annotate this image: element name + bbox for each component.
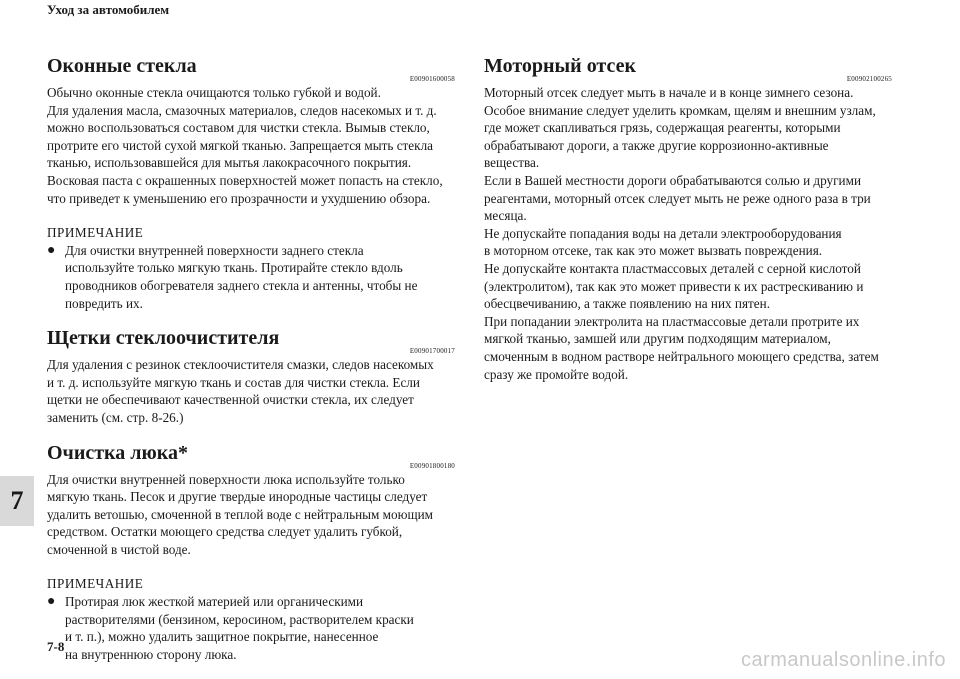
body-line: и т. д. используйте мягкую ткань и состав для чистки стекла. Если xyxy=(47,374,420,390)
body-line: щетки не обеспечивают качественной очистки стекла, их следует xyxy=(47,392,414,408)
section-code: E00901600058 xyxy=(409,75,455,83)
body-line: При попадании электролита на пластмассовые детали протрите их xyxy=(484,313,860,329)
body-line: Не допускайте попадания воды на детали электрооборудования xyxy=(484,225,842,241)
section-body xyxy=(47,471,455,559)
note-label: ПРИМЕЧАНИЕ xyxy=(47,576,144,592)
section-title: Очистка люка* xyxy=(47,441,189,464)
section-windows xyxy=(47,54,455,312)
body-line: где может скапливаться грязь, содержащая реагенты, которыми xyxy=(484,120,841,136)
body-line: смоченным в водном растворе нейтрального моющего средства, затем xyxy=(484,348,879,364)
page-number: 7-8 xyxy=(47,639,65,654)
section-title: Щетки стеклоочистителя xyxy=(47,327,280,350)
note-line: на внутреннюю сторону люка. xyxy=(65,646,237,662)
body-line: Не допускайте контакта пластмассовых деталей с серной кислотой xyxy=(484,260,861,276)
bullet-icon: ● xyxy=(47,594,56,610)
body-line: обрабатывают дороги, а также другие коррозионно-активные xyxy=(484,137,829,153)
body-line: смоченной в чистой воде. xyxy=(47,541,191,557)
body-line: Обычно оконные стекла очищаются только губкой и водой. xyxy=(47,85,381,100)
section-sunroof xyxy=(47,441,455,664)
note-line: проводников обогревателя заднего стекла и антенны, чтобы не xyxy=(65,277,418,293)
body-line: мягкой тканью, замшей или другим подходящим материалом, xyxy=(484,331,831,347)
body-line: вещества. xyxy=(484,155,540,171)
section-title: Оконные стекла xyxy=(47,55,197,77)
note-line: растворителями (бензином, керосином, растворителем краски xyxy=(65,611,414,627)
chapter-tab: 7 xyxy=(0,476,34,526)
body-line: месяца. xyxy=(484,208,527,224)
running-header: Уход за автомобилем xyxy=(47,2,170,17)
body-line: Для очистки внутренней поверхности люка используйте только xyxy=(47,471,405,487)
section-code: E00901700017 xyxy=(409,347,455,356)
note-line: используйте только мягкую ткань. Протирайте стекло вдоль xyxy=(65,260,403,276)
note-line: Протирая люк жесткой материей или органическими xyxy=(65,594,364,610)
body-line: обесцвечиванию, а также появлению на них пятен. xyxy=(484,296,770,312)
body-line: мягкую ткань. Песок и другие твердые инородные частицы следует xyxy=(47,489,428,505)
body-line: реагентами, моторный отсек следует мыть не реже одного раза в три xyxy=(484,190,871,206)
body-line: сразу же промойте водой. xyxy=(484,366,629,382)
body-line: Для удаления масла, смазочных материалов, следов насекомых и т. д. xyxy=(47,102,437,118)
body-line: в моторном отсеке, так как это может вызвать повреждения. xyxy=(484,243,823,259)
note-label: ПРИМЕЧАНИЕ xyxy=(47,225,144,241)
body-line: средством. Остатки моющего средства следует удалить губкой, xyxy=(47,524,403,540)
body-line: Моторный отсек следует мыть в начале и в конце зимнего сезона. xyxy=(484,85,854,100)
note-line: и т. п.), можно удалить защитное покрытие, нанесенное xyxy=(65,629,379,645)
note-text xyxy=(65,242,455,312)
watermark: carmanualsonline.info xyxy=(740,649,946,671)
section-title: Моторный отсек xyxy=(484,55,637,77)
note-line: повредить их. xyxy=(65,295,143,311)
section-code: E00901800180 xyxy=(409,461,455,470)
body-line: заменить (см. стр. 8-26.) xyxy=(47,409,184,425)
bullet-icon: ● xyxy=(47,242,56,258)
body-line: удалить ветошью, смоченной в теплой воде с нейтральным моющим xyxy=(47,506,433,522)
body-line: Для удаления с резинок стеклоочистителя смазки, следов насекомых xyxy=(47,357,434,373)
left-column xyxy=(47,54,455,677)
body-line: протрите его чистой сухой мягкой тканью. Запрещается мыть стекла xyxy=(47,137,434,153)
body-line: тканью, использовавшейся для мытья лакокрасочного покрытия. xyxy=(47,155,412,171)
section-body xyxy=(484,84,892,383)
body-line: Если в Вашей местности дороги обрабатываются солью и другими xyxy=(484,172,862,188)
note-text xyxy=(65,593,455,663)
body-line: Особое внимание следует уделить кромкам, щелям и внешним узлам, xyxy=(484,102,876,118)
section-body xyxy=(47,356,455,426)
section-wipers xyxy=(47,326,455,426)
body-line: что приведет к уменьшению его прозрачности и ухудшению обзора. xyxy=(47,190,431,206)
section-code: E00902100265 xyxy=(846,75,892,83)
note-bullet xyxy=(47,593,455,663)
note-line: Для очистки внутренней поверхности заднего стекла xyxy=(65,242,364,258)
right-column xyxy=(484,54,892,397)
note-bullet xyxy=(47,242,455,312)
section-body xyxy=(47,84,455,207)
body-line: Восковая паста с окрашенных поверхностей может попасть на стекло, xyxy=(47,172,443,188)
body-line: можно воспользоваться составом для чистки стекла. Вымыв стекло, xyxy=(47,120,430,136)
body-line: (электролитом), так как это может привести к их растрескиванию и xyxy=(484,278,864,294)
section-engine xyxy=(484,54,892,383)
